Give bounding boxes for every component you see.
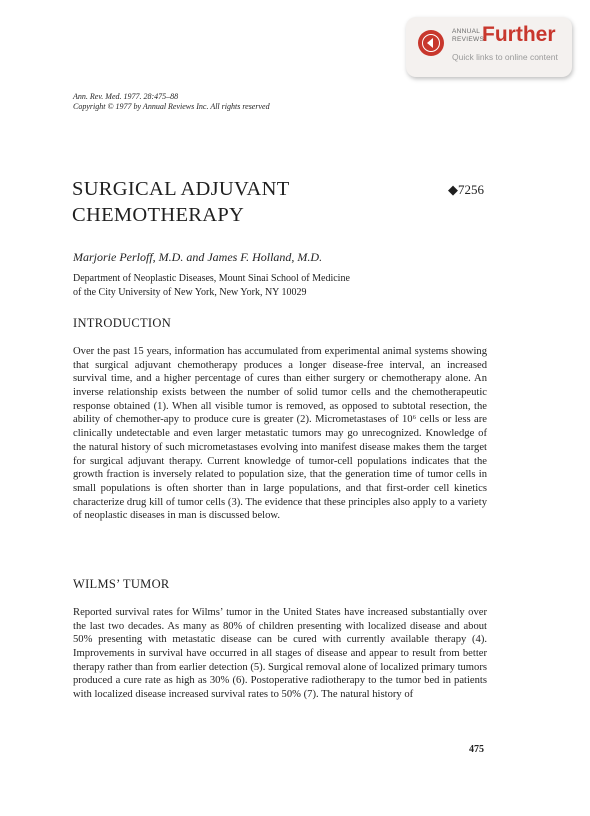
- journal-citation: [73, 92, 270, 112]
- brand-reviews: REVIEWS: [452, 36, 485, 43]
- further-label: Further: [482, 23, 556, 46]
- annual-reviews-further-banner[interactable]: [406, 17, 572, 77]
- authors: Marjorie Perloff, M.D. and James F. Holland, M.D.: [73, 250, 323, 264]
- wilms-tumor-paragraph: Reported survival rates for Wilms’ tumor in the United States have increased substantially over the last two decades. As many as 80% of children presenting with localized disease and about 50% presenting with metastatic disease can be cured with currently available therapy (4). Improvements in survival have occurred in all stages of disease and appear to result from better therapy rather than from earlier detection (5). Surgical removal alone of localized primary tumors produced a cure rate as high as 30% (6). Postoperative radiotherapy to the tumor bed in patients with localized disease increased survival rates to 50% (7). The natural history of: [73, 607, 487, 701]
- affiliation-line: of the City University of New York, New York, NY 10029: [73, 286, 307, 298]
- brand-text: [452, 28, 484, 44]
- section-heading-wilms-tumor: WILMS’ TUMOR: [73, 577, 170, 591]
- reference-number: ◆7256: [448, 182, 484, 197]
- title-line: CHEMOTHERAPY: [72, 204, 245, 226]
- article-title: [72, 176, 290, 228]
- copyright-line: Copyright © 1977 by Annual Reviews Inc. All rights reserved: [73, 102, 270, 111]
- brand-annual: ANNUAL: [452, 28, 481, 35]
- tagline: Quick links to online content: [452, 52, 558, 62]
- affiliation: [73, 272, 350, 299]
- section-heading-introduction: INTRODUCTION: [73, 316, 172, 330]
- affiliation-line: Department of Neoplastic Diseases, Mount Sinai School of Medicine: [73, 273, 350, 284]
- back-arrow-icon: [418, 30, 444, 56]
- page-number: 475: [469, 744, 484, 755]
- title-line: SURGICAL ADJUVANT: [72, 178, 290, 200]
- citation-line: Ann. Rev. Med. 1977. 28:475–88: [73, 92, 179, 101]
- introduction-paragraph: Over the past 15 years, information has accumulated from experimental animal systems showing that surgical adjuvant chemotherapy produces a longer disease-free interval, an increased survival time, and a higher percentage of cures than either surgery or chemotherapy alone. An inverse relationship exists between the number of solid tumor cells and the chemotherapeutic response obtained (1). When all visible tumor is removed, as opposed to subtotal resection, the ability of chemother-apy to produce cure is greater (2). Micrometastases of 10⁶ cells or less are clinically undetectable and even larger metastatic tumors may go unrecognized. Knowledge of the natural history of such micrometastases evolving into manifest disease makes them the target for surgical adjuvant therapy. Current knowledge of tumor-cell populations indicates that the growth fraction is inversely related to population size, that the generation time of tumor cells in small populations is often shorter than in large populations, and that first-order cell kinetics characterize drug kill of tumor cells (3). The evidence that these principles also apply to a variety of neoplastic diseases in man is discussed below.: [73, 346, 487, 522]
